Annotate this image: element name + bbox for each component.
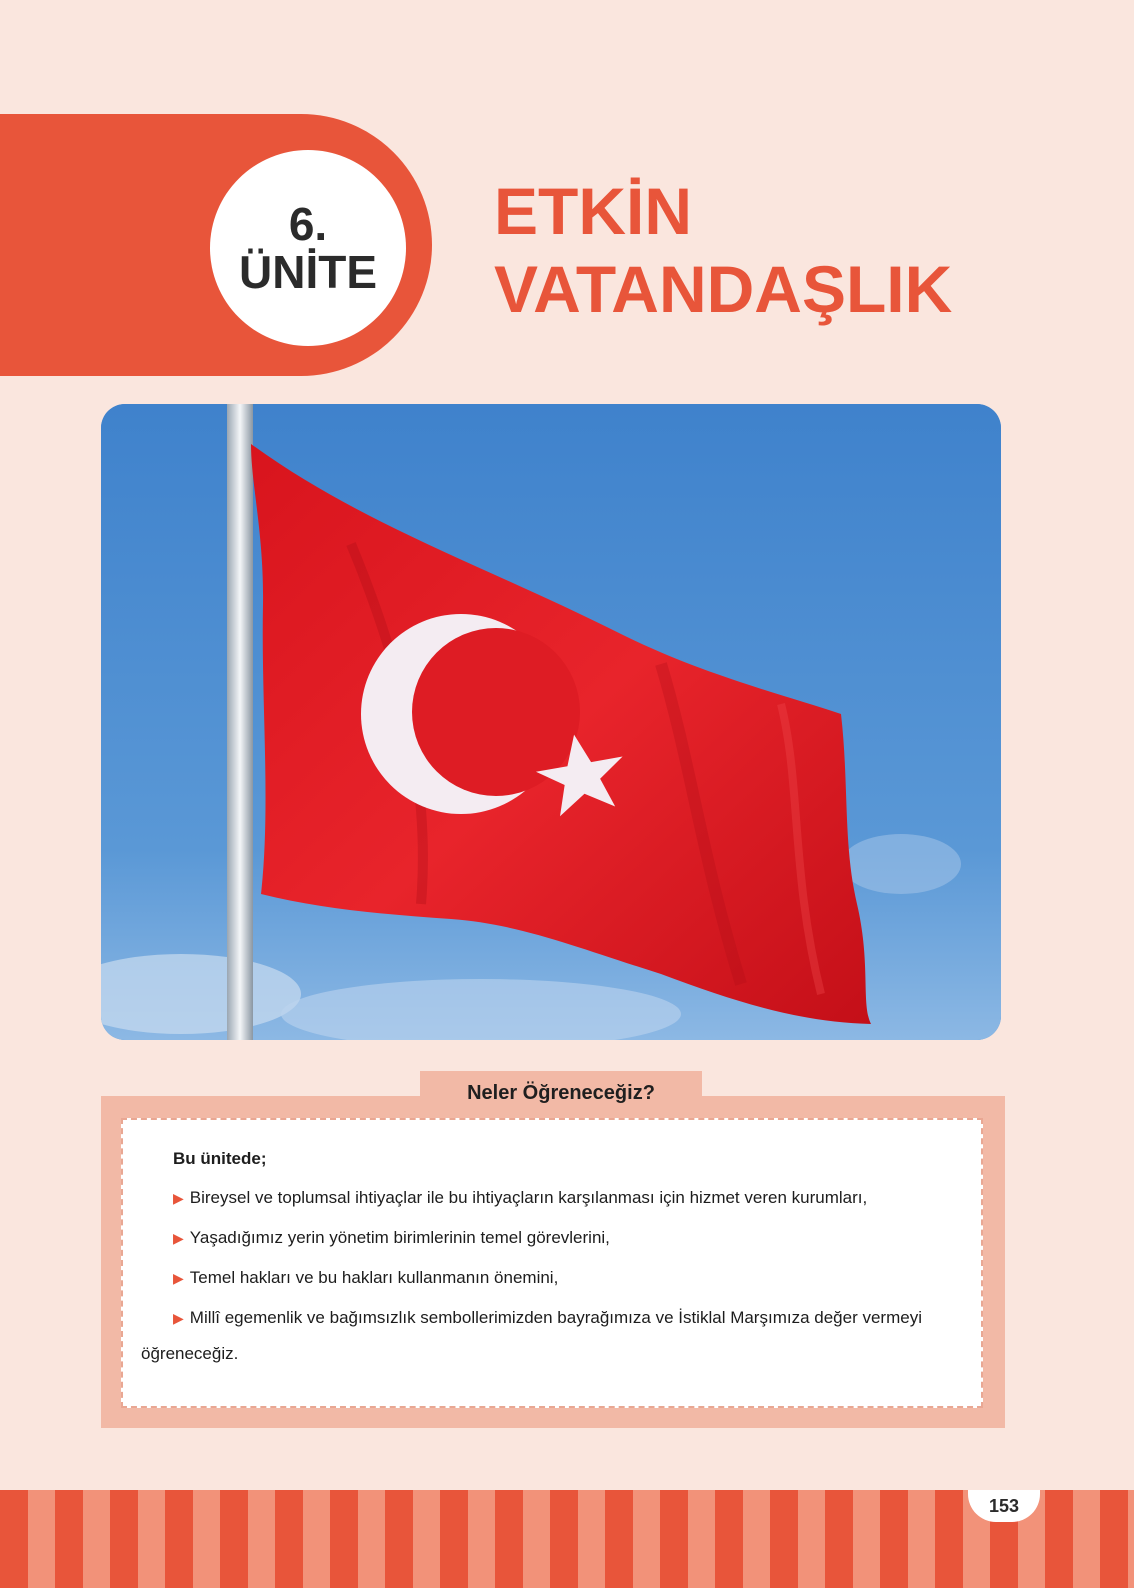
unit-title-line-2: VATANDAŞLIK: [494, 252, 953, 326]
learning-objectives-heading: Neler Öğreneceğiz?: [420, 1071, 702, 1115]
unit-title: [494, 172, 952, 328]
page-number: 153: [968, 1490, 1040, 1522]
unit-title-line-1: ETKİN: [494, 174, 692, 248]
learning-item: [141, 1180, 963, 1216]
unit-badge: [210, 150, 406, 346]
learning-objectives-box: [101, 1096, 1005, 1428]
bullet-icon: ▶: [173, 1190, 184, 1206]
bullet-icon: ▶: [173, 1230, 184, 1246]
learning-item-text: Temel hakları ve bu hakları kullanmanın önemini,: [189, 1268, 559, 1287]
bullet-icon: ▶: [173, 1310, 184, 1326]
learning-intro: Bu ünitede;: [173, 1149, 267, 1168]
learning-item: [141, 1260, 963, 1296]
learning-item: [141, 1300, 963, 1372]
cloud: [841, 834, 961, 894]
bottom-stripes: [0, 1490, 1134, 1588]
turkish-flag-photo: [101, 404, 1001, 1040]
learning-item-text: Yaşadığımız yerin yönetim birimlerinin temel görevlerini,: [189, 1228, 610, 1247]
flag-illustration: [101, 404, 1001, 1040]
learning-objectives-content: [121, 1118, 983, 1408]
bullet-icon: ▶: [173, 1270, 184, 1286]
unit-number: 6.: [288, 197, 328, 250]
learning-item-text: Millî egemenlik ve bağımsızlık sembollerimizden bayrağımıza ve İstiklal Marşımıza değer vermeyi öğreneceğiz.: [141, 1308, 922, 1363]
learning-item: [141, 1220, 963, 1256]
unit-word: ÜNİTE: [239, 246, 377, 298]
flagpole: [227, 404, 253, 1040]
learning-item-text: Bireysel ve toplumsal ihtiyaçlar ile bu ihtiyaçların karşılanması için hizmet veren kurumları,: [189, 1188, 868, 1207]
